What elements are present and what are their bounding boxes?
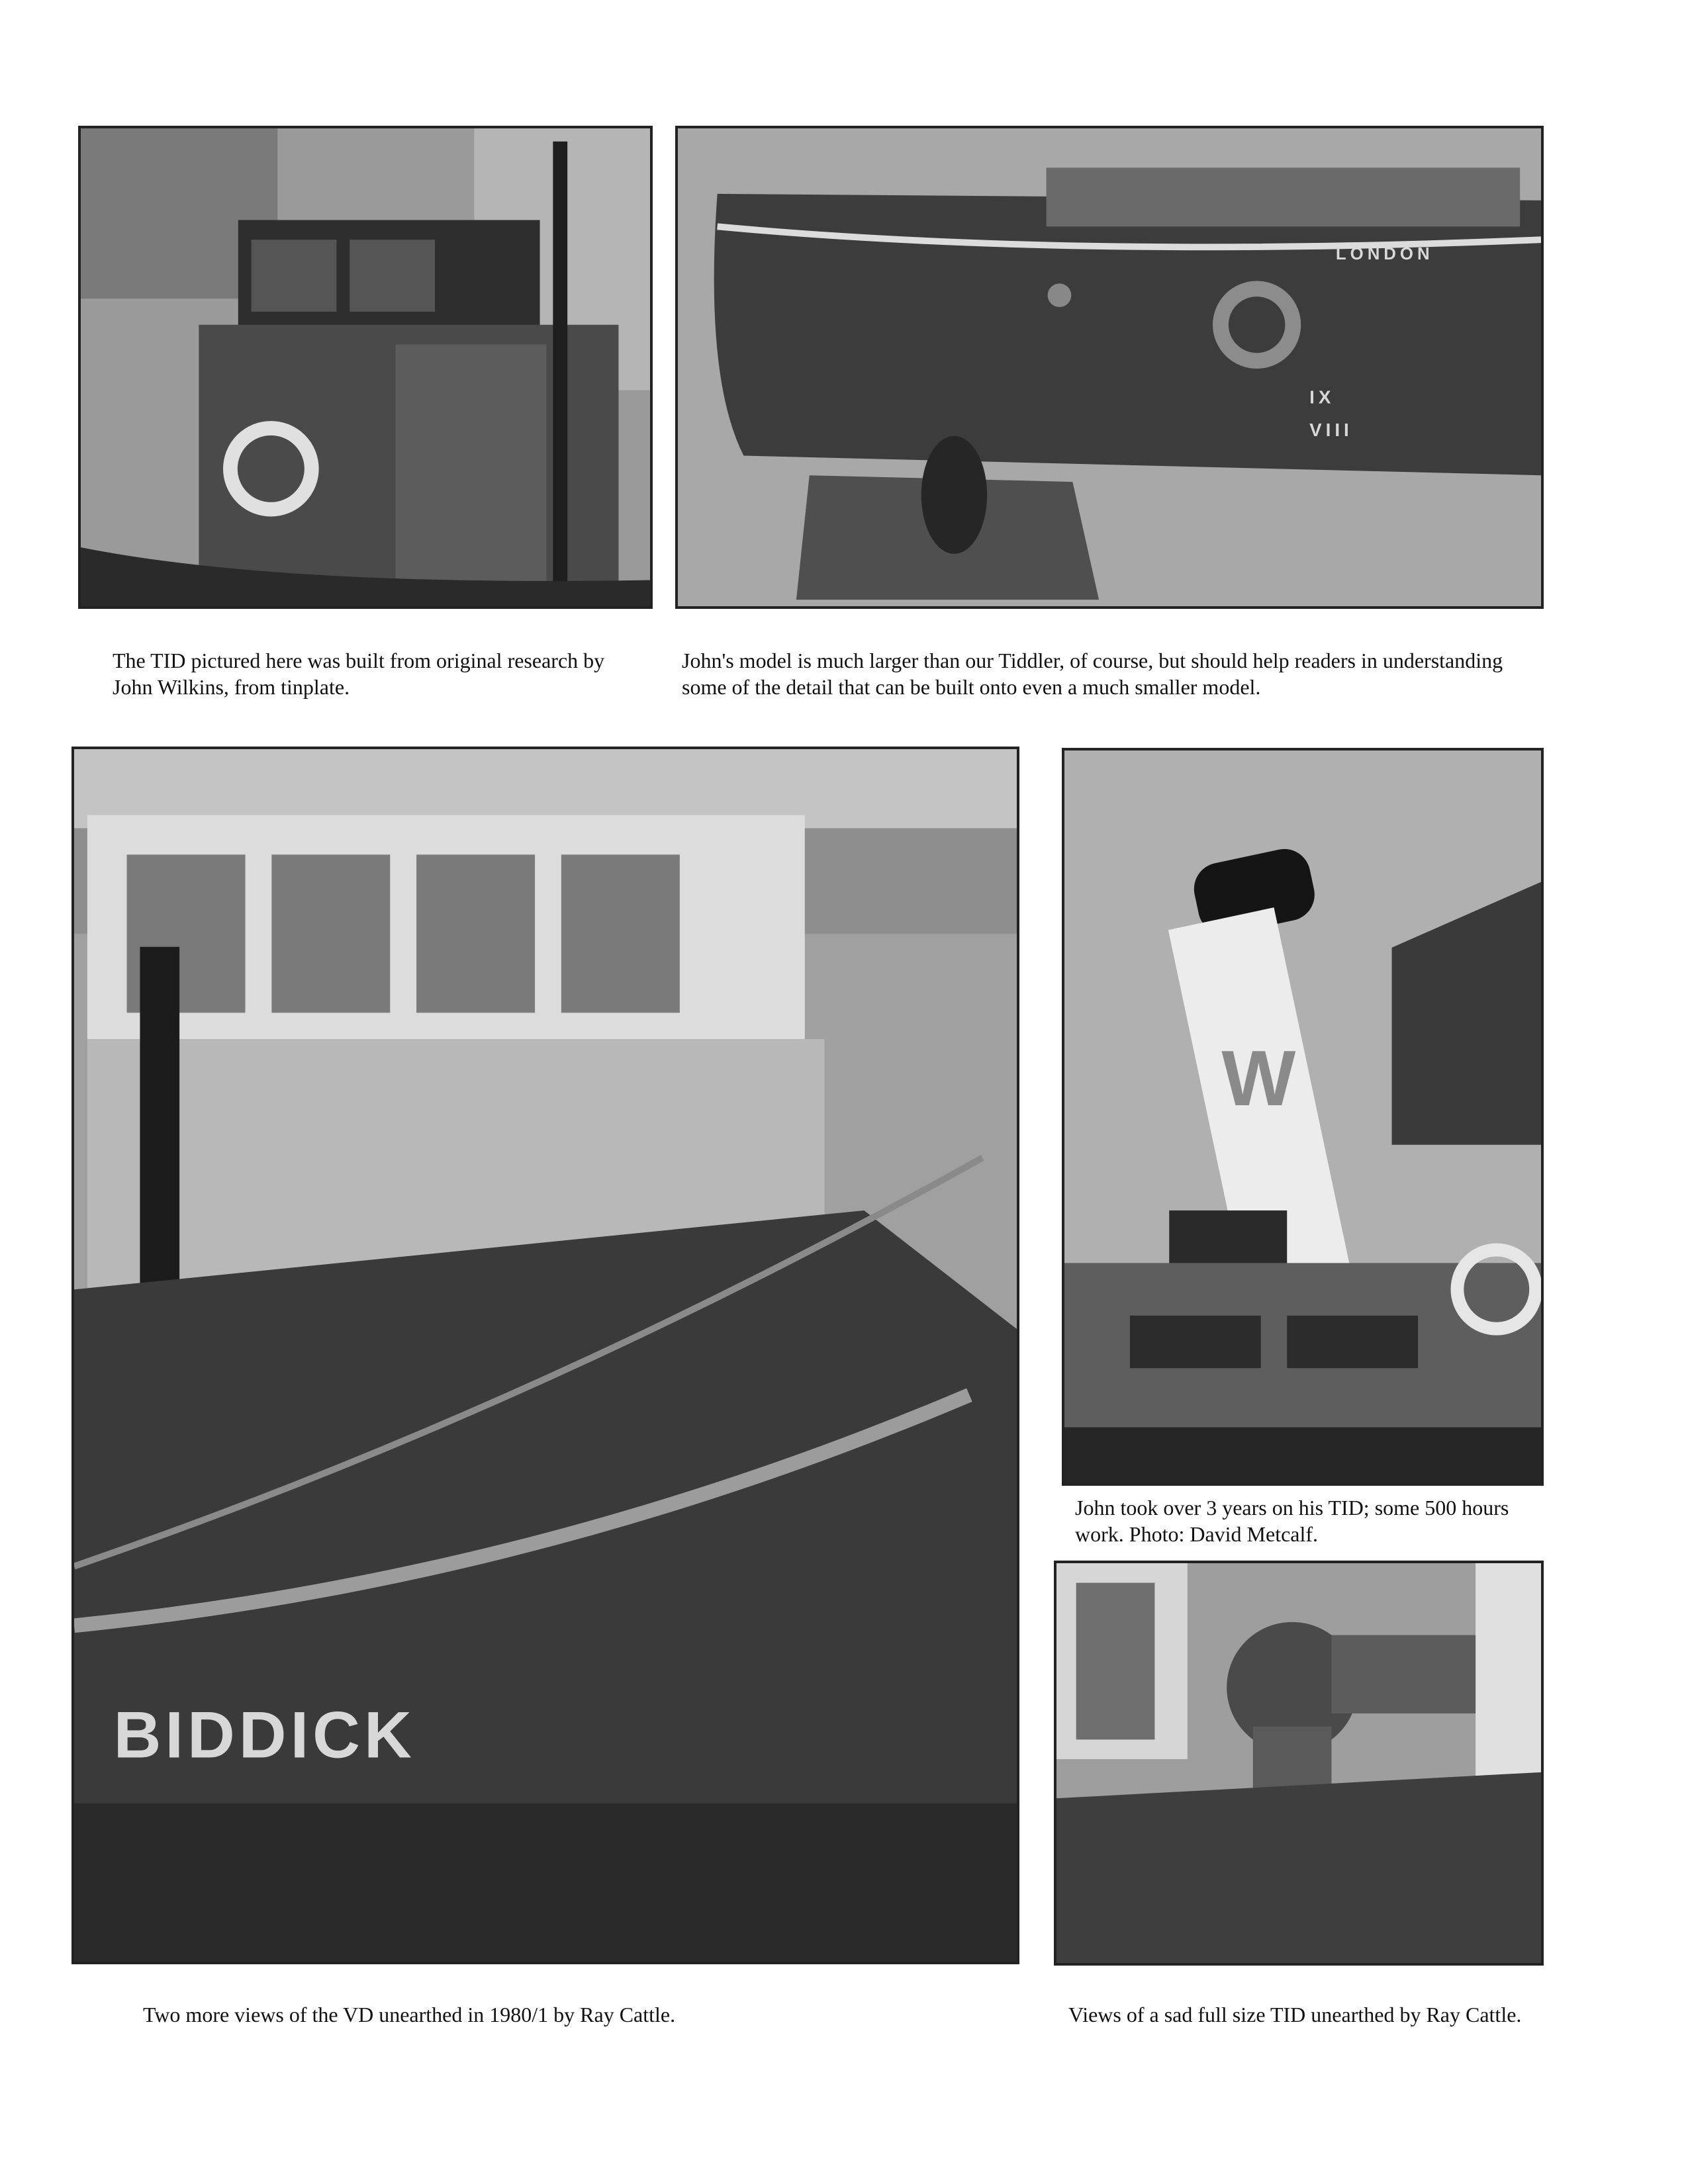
photo-full-size-biddick xyxy=(71,747,1019,1964)
hull-port-label: LONDON xyxy=(1335,244,1434,263)
draft-mark-upper: IX xyxy=(1309,387,1335,408)
caption-years-work: John took over 3 years on his TID; some 500 hours work. Photo: David Metcalf. xyxy=(1075,1496,1509,1546)
caption-sad-tid: Views of a sad full size TID unearthed by Ray Cattle. xyxy=(1068,2003,1522,2026)
biddick-image xyxy=(74,749,1017,1962)
draft-mark-lower: VIII xyxy=(1309,419,1353,440)
sad-tid-image xyxy=(1056,1563,1541,1963)
model-hull-image xyxy=(678,128,1541,606)
photo-model-funnel xyxy=(1062,748,1544,1486)
caption-model-tid: The TID pictured here was built from original research by John Wilkins, from tinplate. xyxy=(113,649,605,699)
photo-model-hull xyxy=(675,126,1544,609)
caption-model-comparison: John's model is much larger than our Tiddler, of course, but should help readers in understanding some of the detail that can be built onto even a much smaller model. xyxy=(682,649,1503,699)
hull-name-biddick: BIDDICK xyxy=(113,1698,416,1772)
photo-model-wheelhouse xyxy=(78,126,653,609)
model-wheelhouse-image xyxy=(81,128,650,606)
model-funnel-image xyxy=(1064,751,1541,1483)
funnel-letter: W xyxy=(1221,1034,1300,1123)
photo-sad-tid xyxy=(1054,1561,1544,1966)
caption-vd-views: Two more views of the VD unearthed in 1980/1 by Ray Cattle. xyxy=(143,2003,676,2026)
